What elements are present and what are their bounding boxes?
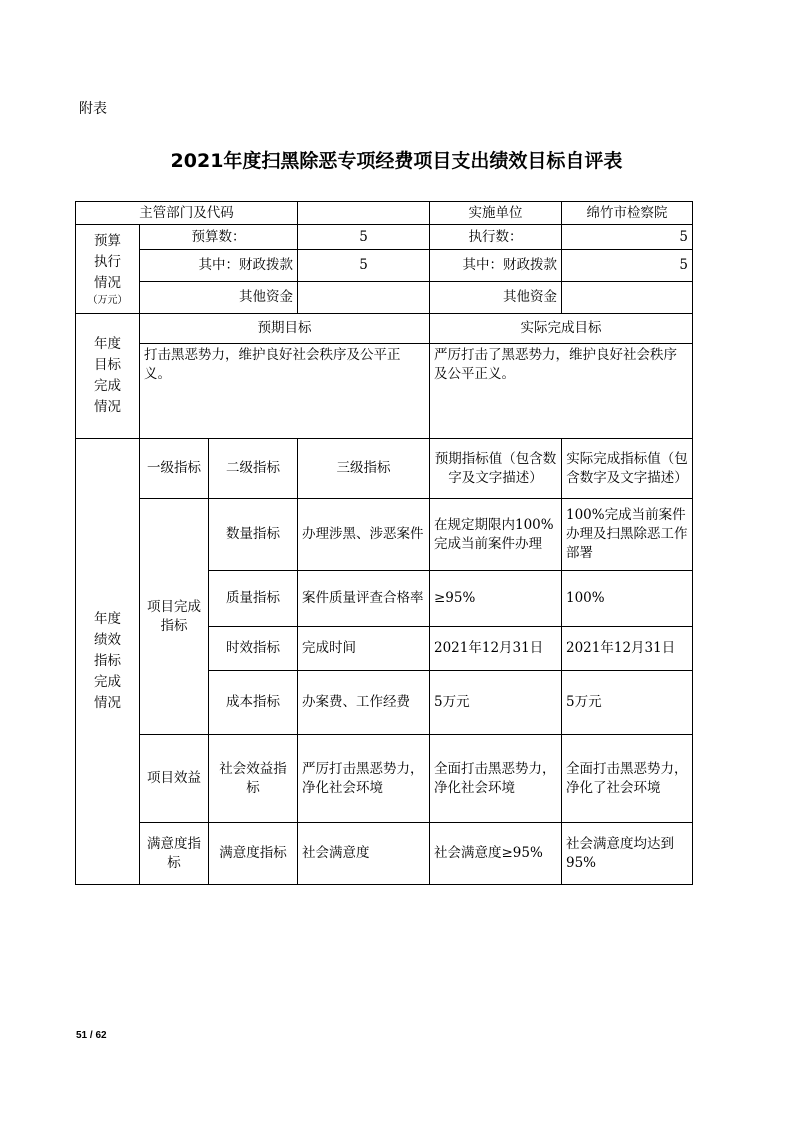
ind-label-line-3: 指标 — [94, 653, 121, 669]
goals-section-label — [76, 314, 140, 439]
expected-value-cell: 全面打击黑恶势力，净化社会环境 — [430, 735, 562, 823]
goals-label-line-1: 年度 — [94, 336, 121, 352]
expected-value-cell: 社会满意度≥95% — [430, 823, 562, 885]
level2-cell: 质量指标 — [209, 571, 298, 627]
budget-unit: （万元） — [87, 294, 128, 306]
fiscal-budget-value: 5 — [298, 250, 430, 282]
actual-value-cell: 100% — [562, 571, 693, 627]
ind-label-line-1: 年度 — [94, 611, 121, 627]
unit-label: 实施单位 — [430, 202, 562, 225]
budget-label-line-2: 执行 — [94, 253, 121, 270]
level2-cell: 满意度指标 — [209, 823, 298, 885]
level3-cell: 案件质量评查合格率 — [298, 571, 430, 627]
expected-goal-text: 打击黑恶势力，维护良好社会秩序及公平正义。 — [140, 344, 430, 439]
goals-header-row — [76, 314, 693, 344]
actual-value-cell: 社会满意度均达到95% — [562, 823, 693, 885]
ind-label-line-2: 绩效 — [94, 632, 121, 648]
actual-goal-header: 实际完成目标 — [430, 314, 693, 344]
other-exec-label: 其他资金 — [430, 282, 562, 314]
page-number: 51 / 62 — [76, 1030, 107, 1041]
level2-header: 二级指标 — [209, 439, 298, 499]
fiscal-row — [76, 250, 693, 282]
actual-goal-text: 严厉打击了黑恶势力，维护良好社会秩序及公平正义。 — [430, 344, 693, 439]
indicator-row — [76, 499, 693, 571]
actual-value-cell: 全面打击黑恶势力，净化了社会环境 — [562, 735, 693, 823]
budget-label-line-3: 情况 — [94, 274, 121, 291]
budget-amount-value: 5 — [298, 225, 430, 250]
level3-cell: 社会满意度 — [298, 823, 430, 885]
actual-value-header: 实际完成指标值（包含数字及文字描述） — [562, 439, 693, 499]
goals-label-line-3: 完成 — [94, 378, 121, 394]
indicator-header-row — [76, 439, 693, 499]
level2-cell: 社会效益指标 — [209, 735, 298, 823]
indicator-row — [76, 823, 693, 885]
info-row — [76, 202, 693, 225]
actual-value-cell: 100%完成当前案件办理及扫黑除恶工作部署 — [562, 499, 693, 571]
goals-content-row — [76, 344, 693, 439]
budget-amount-label: 预算数： — [140, 225, 298, 250]
budget-label-line-1: 预算 — [94, 232, 121, 249]
evaluation-table — [75, 201, 693, 885]
other-funds-row — [76, 282, 693, 314]
level2-cell: 成本指标 — [209, 671, 298, 735]
goals-label-line-2: 目标 — [94, 357, 121, 373]
level1-header: 一级指标 — [140, 439, 209, 499]
indicators-section-label — [76, 439, 140, 885]
expected-value-cell: 在规定期限内100%完成当前案件办理 — [430, 499, 562, 571]
actual-value-cell: 2021年12月31日 — [562, 627, 693, 671]
dept-value — [298, 202, 430, 225]
indicator-row — [76, 735, 693, 823]
level3-cell: 完成时间 — [298, 627, 430, 671]
dept-label: 主管部门及代码 — [76, 202, 298, 225]
level1-project-benefit: 项目效益 — [140, 735, 209, 823]
page-title: 2021年度扫黑除恶专项经费项目支出绩效目标自评表 — [170, 150, 623, 172]
fiscal-exec-label: 其中：财政拨款 — [430, 250, 562, 282]
ind-label-line-5: 情况 — [94, 695, 121, 711]
expected-value-header: 预期指标值（包含数字及文字描述） — [430, 439, 562, 499]
budget-section-label — [76, 225, 140, 314]
level1-project-completion: 项目完成指标 — [140, 499, 209, 735]
unit-value: 绵竹市检察院 — [562, 202, 693, 225]
level2-cell: 数量指标 — [209, 499, 298, 571]
expected-value-cell: ≥95% — [430, 571, 562, 627]
actual-value-cell: 5万元 — [562, 671, 693, 735]
level3-cell: 办案费、工作经费 — [298, 671, 430, 735]
ind-label-line-4: 完成 — [94, 674, 121, 690]
expected-goal-header: 预期目标 — [140, 314, 430, 344]
attachment-label: 附表 — [79, 101, 107, 117]
level2-cell: 时效指标 — [209, 627, 298, 671]
expected-value-cell: 5万元 — [430, 671, 562, 735]
level3-cell: 严厉打击黑恶势力，净化社会环境 — [298, 735, 430, 823]
other-budget-value — [298, 282, 430, 314]
expected-value-cell: 2021年12月31日 — [430, 627, 562, 671]
goals-label-line-4: 情况 — [94, 399, 121, 415]
fiscal-budget-label: 其中：财政拨款 — [140, 250, 298, 282]
other-budget-label: 其他资金 — [140, 282, 298, 314]
fiscal-exec-value: 5 — [562, 250, 693, 282]
other-exec-value — [562, 282, 693, 314]
budget-row — [76, 225, 693, 250]
level3-header: 三级指标 — [298, 439, 430, 499]
level1-satisfaction: 满意度指标 — [140, 823, 209, 885]
level3-cell: 办理涉黑、涉恶案件 — [298, 499, 430, 571]
exec-amount-label: 执行数： — [430, 225, 562, 250]
exec-amount-value: 5 — [562, 225, 693, 250]
